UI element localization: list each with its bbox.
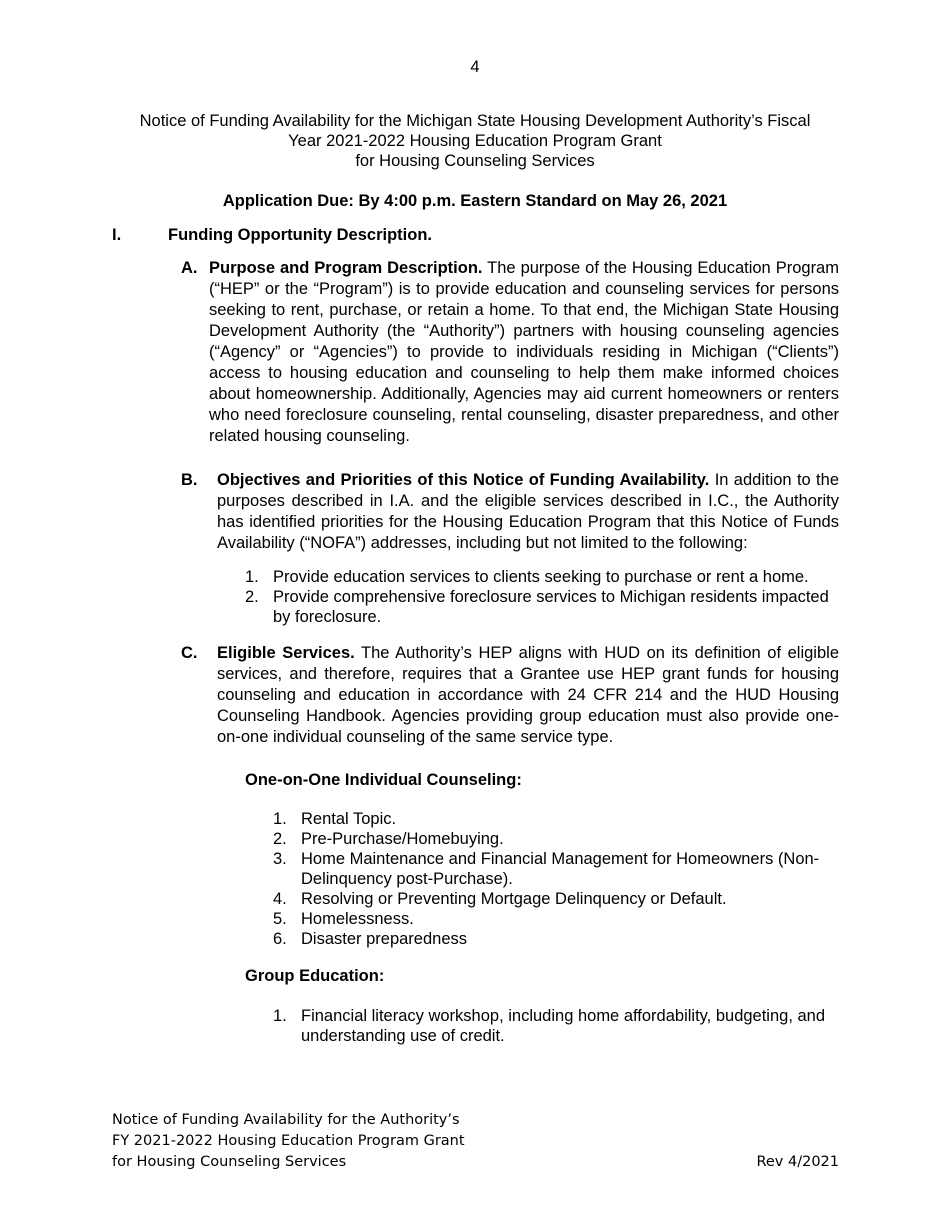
section-title: Funding Opportunity Description.: [168, 226, 432, 244]
priorities-list: [245, 567, 845, 627]
paragraph-letter: C.: [181, 644, 198, 662]
application-due-date: Application Due: By 4:00 p.m. Eastern Standard on May 26, 2021: [222, 192, 728, 210]
paragraph-heading: Eligible Services.: [217, 644, 355, 662]
list-number: 2.: [273, 830, 287, 848]
title-line-3: for Housing Counseling Services: [355, 152, 595, 170]
section-numeral: I.: [112, 226, 122, 244]
group-education-list: [273, 1006, 843, 1046]
list-number: 3.: [273, 850, 287, 868]
list-item: [245, 567, 845, 587]
title-line-2: Year 2021-2022 Housing Education Program Grant: [288, 132, 662, 150]
paragraph-letter: A.: [181, 259, 198, 277]
list-item-text: Resolving or Preventing Mortgage Delinquency or Default.: [301, 890, 727, 908]
list-item-text: Rental Topic.: [301, 810, 397, 828]
list-item: [273, 929, 843, 949]
paragraph-body: The purpose of the Housing Education Program (“HEP” or the “Program”) is to provide education and counseling services for persons seeking to rent, purchase, or retain a home. To that end, the Michigan State Housing Development Authority (the “Authority”) partners with housing counseling agencies (“Agency” or “Agencies”) to provide to individuals residing in Michigan (“Clients”) access to housing education and counseling to help them make informed choices about homeownership. Additionally, Agencies may aid current homeowners or renters who need foreclosure counseling, rental counseling, disaster preparedness, and other related housing counseling.: [209, 259, 839, 445]
list-number: 1.: [245, 568, 259, 586]
list-item-text: Provide comprehensive foreclosure services to Michigan residents impacted by foreclosure.: [273, 588, 829, 626]
list-item: [273, 889, 843, 909]
paragraph-heading: Objectives and Priorities of this Notice of Funding Availability.: [217, 471, 710, 489]
list-item: [273, 1006, 843, 1046]
footer-line-1: Notice of Funding Availability for the Authority’s: [112, 1112, 460, 1128]
individual-counseling-heading: One-on-One Individual Counseling:: [245, 771, 522, 789]
group-education-heading: Group Education:: [245, 967, 385, 985]
list-item-text: Provide education services to clients seeking to purchase or rent a home.: [273, 568, 809, 586]
list-item-text: Pre-Purchase/Homebuying.: [301, 830, 504, 848]
list-item: [273, 809, 843, 829]
paragraph-body: In addition to the purposes described in I.A. and the eligible services described in I.C., the Authority has identified priorities for the Housing Education Program that this Notice of Funds Availability (“NOFA”) addresses, including but not limited to the following:: [217, 471, 839, 552]
list-item: [245, 587, 845, 627]
list-item-text: Disaster preparedness: [301, 930, 467, 948]
section-heading: [112, 225, 432, 246]
list-item: [273, 849, 843, 889]
document-title: [100, 111, 850, 171]
paragraph-heading: Purpose and Program Description.: [209, 259, 483, 277]
individual-counseling-list: [273, 809, 843, 949]
list-item: [273, 829, 843, 849]
list-number: 1.: [273, 810, 287, 828]
list-number: 2.: [245, 588, 259, 606]
list-number: 4.: [273, 890, 287, 908]
list-item-text: Financial literacy workshop, including home affordability, budgeting, and understanding use of credit.: [301, 1007, 826, 1045]
list-number: 1.: [273, 1007, 287, 1025]
footer-line-2: FY 2021-2022 Housing Education Program Grant: [112, 1133, 465, 1149]
paragraph-objectives: [181, 470, 839, 554]
page-footer: [112, 1110, 465, 1173]
title-line-1: Notice of Funding Availability for the Michigan State Housing Development Authority’s Fiscal: [139, 112, 811, 130]
footer-line-3: for Housing Counseling Services: [112, 1154, 347, 1170]
paragraph-purpose: [181, 258, 839, 447]
paragraph-eligible-services: [181, 643, 839, 748]
list-number: 5.: [273, 910, 287, 928]
list-item-text: Homelessness.: [301, 910, 414, 928]
list-item-text: Home Maintenance and Financial Management for Homeowners (Non-Delinquency post-Purchase).: [301, 850, 820, 888]
footer-revision: Rev 4/2021: [756, 1154, 839, 1170]
page-number: 4: [470, 58, 480, 76]
paragraph-body: The Authority’s HEP aligns with HUD on its definition of eligible services, and therefore, requires that a Grantee use HEP grant funds for housing counseling and education in accordance with 24 CFR 214 and the HUD Housing Counseling Handbook. Agencies providing group education must also provide one-on-one individual counseling of the same service type.: [217, 644, 839, 746]
paragraph-letter: B.: [181, 471, 198, 489]
list-number: 6.: [273, 930, 287, 948]
list-item: [273, 909, 843, 929]
